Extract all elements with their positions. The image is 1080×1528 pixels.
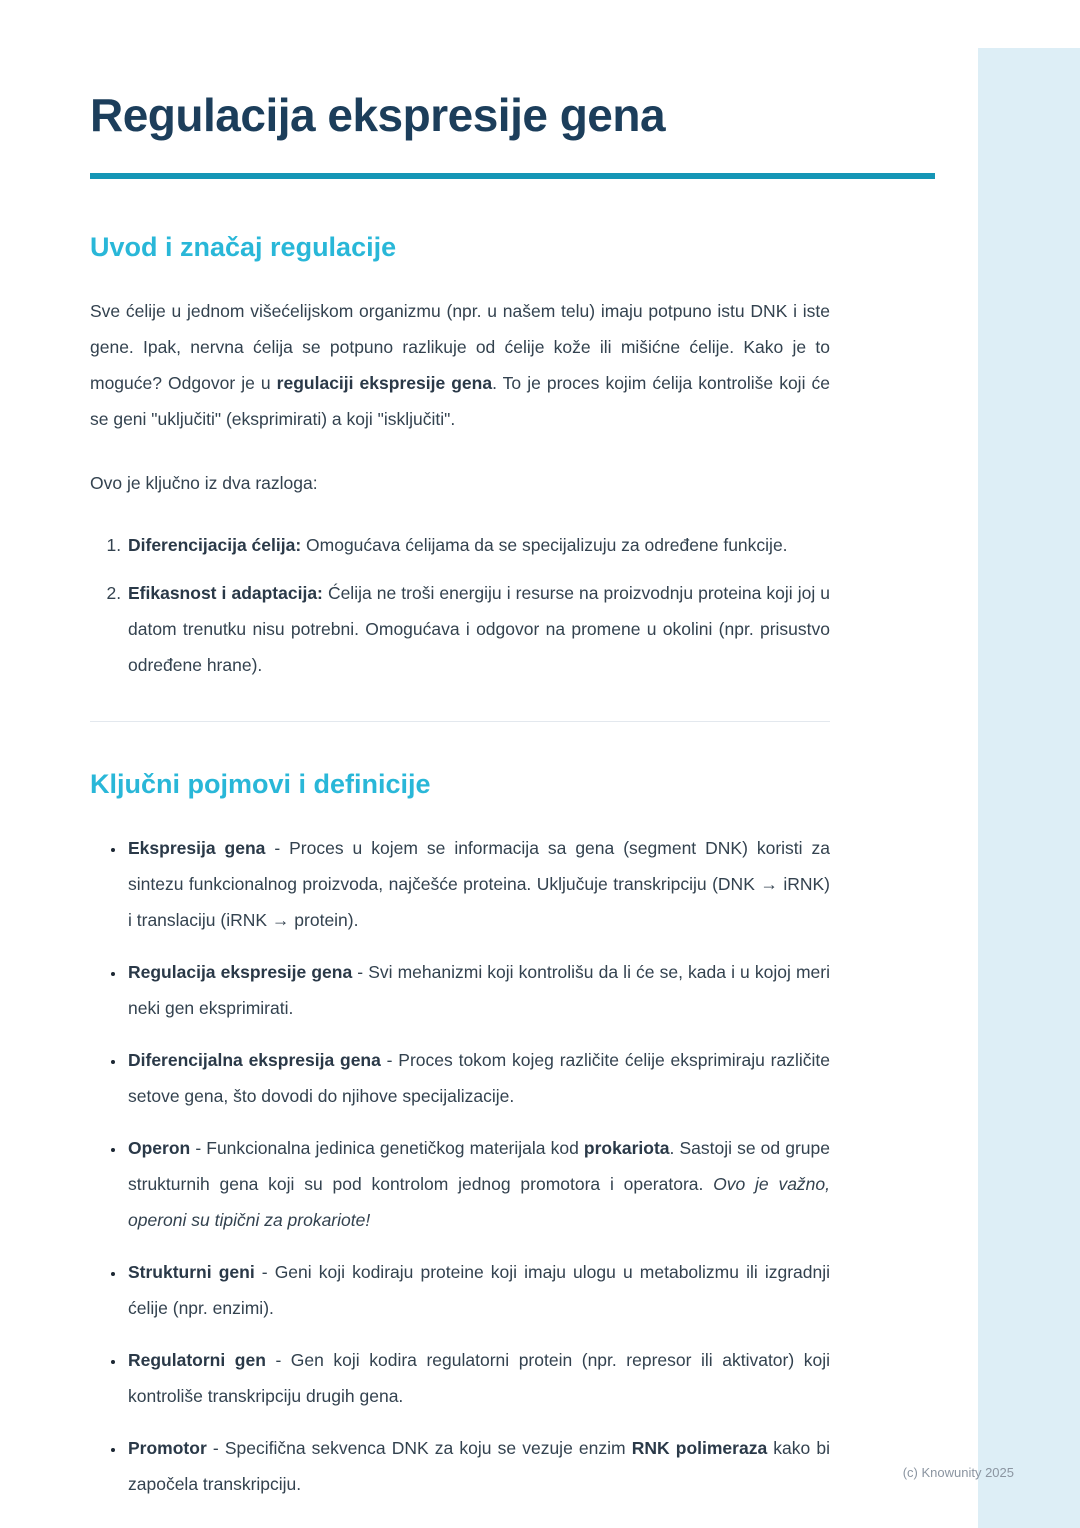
intro-paragraph-text-cont: . To je proces kojim ćelija kontroliše koji će se geni "uključiti" (eksprimirati) a koji "isključiti". bbox=[90, 372, 830, 429]
term-item-regulacija-ekspresije bbox=[126, 954, 830, 1026]
term-definition: - Proces tokom kojeg različite ćelije eksprimiraju različite setove gena, što dovodi do njihove specijalizacije. bbox=[128, 1050, 830, 1107]
term-definition: - Specifična sekvenca DNK za koju se vezuje enzim bbox=[206, 1438, 632, 1459]
term-bold-inline: prokariota bbox=[583, 1138, 670, 1159]
reasons-lead-paragraph: Ovo je ključno iz dva razloga: bbox=[90, 472, 318, 493]
term-name: Diferencijalna ekspresija gena bbox=[128, 1050, 381, 1071]
section-heading-intro: Uvod i značaj regulacije bbox=[90, 231, 397, 262]
term-definition: - Proces u kojem se informacija sa gena (segment DNK) koristi za sintezu funkcionalnog proizvoda, najčešće proteina. Uključuje transkripciju (DNK → iRNK) i translaciju (iRNK → protein). bbox=[128, 838, 830, 931]
intro-paragraph-text: Sve ćelije u jednom višećelijskom organizmu (npr. u našem telu) imaju potpuno istu DNK i iste gene. Ipak, nervna ćelija se potpuno razlikuje od ćelije kože ili mišićne ćelije. Kako je to moguće? Odgovor je u bbox=[90, 300, 830, 393]
term-name: Ekspresija gena bbox=[128, 838, 266, 859]
term-name: Promotor bbox=[128, 1438, 207, 1459]
term-definition-cont: kako bi započela transkripciju. bbox=[128, 1438, 831, 1495]
term-item-diferencijalna-ekspresija bbox=[126, 1042, 830, 1114]
reason-item-2 bbox=[126, 575, 830, 683]
term-italic-note: Ovo je važno, operoni su tipični za prokariote! bbox=[128, 1174, 831, 1231]
term-definition: - Gen koji kodira regulatorni protein (npr. represor ili aktivator) koji kontroliše transkripciju drugih gena. bbox=[128, 1350, 831, 1407]
term-definition: - Svi mehanizmi koji kontrolišu da li će se, kada i u kojoj meri neki gen eksprimirati. bbox=[128, 962, 830, 1019]
term-name: Operon bbox=[128, 1138, 191, 1159]
section-heading-terms: Ključni pojmovi i definicije bbox=[90, 768, 431, 799]
reason-1-text: Omogućava ćelijama da se specijalizuju za određene funkcije. bbox=[301, 534, 788, 555]
term-definition-cont: . Sastoji se od grupe strukturnih gena koji su pod kontrolom jednog promotora i operatora. bbox=[128, 1138, 830, 1195]
term-definition: - Geni koji kodiraju proteine koji imaju ulogu u metabolizmu ili izgradnji ćelije (npr. enzimi). bbox=[128, 1262, 831, 1319]
term-definition: - Funkcionalna jedinica genetičkog materijala kod bbox=[190, 1138, 584, 1159]
term-name: Strukturni geni bbox=[128, 1262, 255, 1283]
term-item-strukturni-geni bbox=[126, 1254, 830, 1326]
reason-2-text: Ćelija ne troši energiju i resurse na proizvodnju proteina koji joj u datom trenutku nisu potrebni. Omogućava i odgovor na promene u okolini (npr. prisustvo određene hrane). bbox=[128, 582, 830, 675]
terms-list bbox=[90, 830, 830, 1502]
title-underline-rule bbox=[90, 173, 935, 179]
term-name: Regulatorni gen bbox=[128, 1350, 266, 1371]
footer-copyright: (c) Knowunity 2025 bbox=[902, 1465, 1014, 1480]
reasons-list bbox=[90, 527, 830, 683]
reason-1-term: Diferencijacija ćelija: bbox=[128, 534, 302, 555]
reason-item-1 bbox=[126, 527, 830, 563]
term-item-regulatorni-gen bbox=[126, 1342, 830, 1414]
intro-paragraph bbox=[90, 293, 830, 437]
page-title: Regulacija ekspresije gena bbox=[90, 89, 666, 141]
section-divider bbox=[90, 721, 830, 722]
term-item-ekspresija-gena bbox=[126, 830, 830, 938]
term-name: Regulacija ekspresije gena bbox=[128, 962, 353, 983]
reason-2-term: Efikasnost i adaptacija: bbox=[128, 582, 323, 603]
term-bold-inline: RNK polimeraza bbox=[631, 1438, 768, 1459]
term-item-promotor bbox=[126, 1430, 830, 1502]
side-strip-decoration bbox=[978, 48, 1080, 1528]
term-item-operon bbox=[126, 1130, 830, 1238]
intro-paragraph-bold-term: regulaciji ekspresije gena bbox=[276, 372, 493, 393]
